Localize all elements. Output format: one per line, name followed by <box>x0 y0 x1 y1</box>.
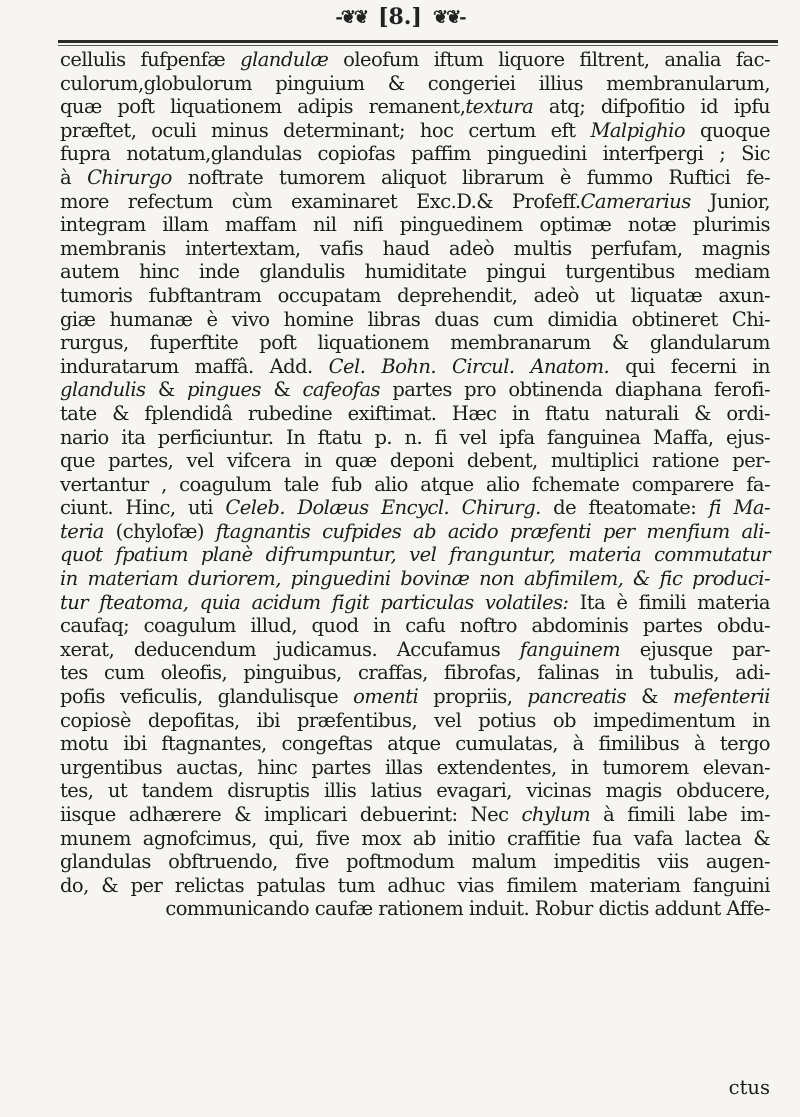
text-segment: atq; difpofitio id ipfu <box>533 95 770 119</box>
text-segment: ciunt. Hinc, uti <box>60 496 226 520</box>
text-line <box>60 779 770 803</box>
text-segment: (chylofæ) <box>103 519 216 543</box>
text-line <box>60 709 770 733</box>
text-line <box>60 213 770 237</box>
text-line <box>60 142 770 166</box>
text-segment: tate & fplendidâ rubedine exiftimat. Hæc in ftatu naturali & ordi- <box>60 401 770 425</box>
text-segment: Junior, <box>690 189 770 213</box>
text-segment: induratarum maffâ. Add. <box>60 354 329 378</box>
header-rule <box>58 40 778 43</box>
italic-segment: tur fteatoma, quia acidum figit particulas volatiles: <box>60 590 569 614</box>
text-line <box>60 661 770 685</box>
text-segment: munem agnofcimus, qui, five mox ab initio craffitie fua vafa lactea & <box>60 826 770 850</box>
text-line <box>60 237 770 261</box>
text-segment: oleofum iftum liquore filtrent, analia fac- <box>328 48 770 71</box>
italic-segment: Celeb. Dolæus Encycl. Chirurg. <box>225 496 541 520</box>
text-line <box>60 190 770 214</box>
text-segment: integram illam maffam nil nifi pinguedinem optimæ notæ plurimis <box>60 213 770 237</box>
italic-segment: glandulis <box>60 378 146 402</box>
italic-segment: fanguinem <box>519 637 621 661</box>
text-segment: partes pro obtinenda diaphana ferofi- <box>379 378 770 402</box>
text-segment: glandulas obftruendo, five poftmodum malum impeditis viis augen- <box>60 850 770 874</box>
text-line <box>60 355 770 379</box>
text-line <box>60 402 770 426</box>
body-text <box>60 48 770 921</box>
ornament-left: -❦❦ <box>335 6 367 28</box>
text-segment: cellulis fufpenfæ <box>60 48 241 71</box>
text-line <box>60 591 770 615</box>
italic-segment: omenti <box>353 685 419 709</box>
ornament-right: ❦❦- <box>432 6 465 28</box>
text-line <box>60 638 770 662</box>
text-line <box>60 614 770 638</box>
text-segment: de fteatomate: <box>540 496 709 520</box>
text-segment: fupra notatum,glandulas copiofas paffim pinguedini interfpergi ; Sic <box>60 142 770 166</box>
italic-segment: chylum <box>521 803 591 826</box>
text-segment: præftet, oculi minus determinant; hoc certum eft <box>60 118 591 142</box>
text-line <box>60 827 770 851</box>
text-line <box>60 378 770 402</box>
italic-segment: glandulæ <box>240 48 329 71</box>
text-line <box>60 543 770 567</box>
italic-segment: Camerarius <box>580 189 691 213</box>
text-segment: quæ poft liquationem adipis remanent, <box>60 95 466 119</box>
text-line <box>60 449 770 473</box>
text-line <box>60 72 770 96</box>
text-line <box>60 567 770 591</box>
italic-segment: Malpighio <box>590 118 686 142</box>
text-segment: nario ita perficiuntur. In ftatu p. n. fi vel ipfa fanguinea Maffa, ejus- <box>60 425 770 449</box>
text-segment: & <box>626 685 673 709</box>
text-segment: que partes, vel vifcera in quæ deponi debent, multiplici ratione per- <box>60 449 770 473</box>
text-line <box>60 473 770 497</box>
italic-segment: Cel. Bohn. Circul. Anatom. <box>328 354 610 378</box>
italic-segment: teria <box>60 519 104 543</box>
page-number: [8.] <box>378 4 422 30</box>
italic-segment: pancreatis <box>527 685 627 709</box>
text-line <box>60 496 770 520</box>
text-segment: tumoris fubftantram occupatam deprehendit, adeò ut liquatæ axun- <box>60 283 770 307</box>
text-segment: tes, ut tandem disruptis illis latius evagari, vicinas magis obducere, <box>60 779 770 803</box>
text-line <box>60 756 770 780</box>
italic-segment: fi Ma- <box>708 496 770 520</box>
text-segment: giæ humanæ è vivo homine libras duas cum dimidia obtineret Chi- <box>60 307 770 331</box>
text-segment: caufaq; coagulum illud, quod in cafu noftro abdominis partes obdu- <box>60 614 770 638</box>
text-segment: noftrate tumorem aliquot librarum è fummo Ruftici fe- <box>171 165 771 189</box>
text-line <box>60 331 770 355</box>
text-line <box>60 850 770 874</box>
text-segment: ejusque par- <box>620 637 770 661</box>
italic-segment: in materiam duriorem, pinguedini bovinæ non abfimilem, & fic produci- <box>60 567 770 591</box>
text-line <box>60 260 770 284</box>
text-line <box>60 897 770 921</box>
text-line <box>60 166 770 190</box>
text-segment: & <box>261 378 303 402</box>
text-segment: tes cum oleofis, pinguibus, craffas, fibrofas, falinas in tubulis, adi- <box>60 661 770 685</box>
text-segment: copiosè depofitas, ibi præfentibus, vel potius ob impedimentum in <box>60 708 770 732</box>
text-segment: motu ibi ftagnantes, congeftas atque cumulatas, à fimilibus à tergo <box>60 732 770 756</box>
text-segment: & <box>145 378 187 402</box>
text-line <box>60 874 770 898</box>
text-segment: à <box>60 165 88 189</box>
italic-segment: quot fpatium planè difrumpuntur, vel franguntur, materia commutatur <box>60 543 770 567</box>
text-line <box>60 95 770 119</box>
italic-segment: textura <box>465 95 534 119</box>
italic-segment: mefenterii <box>672 685 770 709</box>
text-line <box>60 48 770 72</box>
italic-segment: Chirurgo <box>87 165 172 189</box>
text-line <box>60 520 770 544</box>
text-segment: vertantur , coagulum tale fub alio atque alio fchemate comparere fa- <box>60 472 770 496</box>
catchword: ctus <box>728 1076 770 1099</box>
text-line <box>60 308 770 332</box>
text-line <box>60 732 770 756</box>
italic-segment: ftagnantis cufpides ab acido præfenti per menfium ali- <box>215 519 770 543</box>
text-segment: à fimili labe im- <box>590 803 770 826</box>
text-line <box>60 803 770 827</box>
text-segment: urgentibus auctas, hinc partes illas extendentes, in tumorem elevan- <box>60 755 770 779</box>
text-segment: culorum,globulorum pinguium & congeriei illius membranularum, <box>60 71 770 95</box>
text-segment: xerat, deducendum judicamus. Accufamus <box>60 637 520 661</box>
text-segment: quoque <box>685 118 771 142</box>
text-line <box>60 426 770 450</box>
text-line <box>60 119 770 143</box>
text-segment: do, & per relictas patulas tum adhuc vias fimilem materiam fanguini <box>60 873 770 897</box>
italic-segment: cafeofas <box>302 378 380 402</box>
text-segment: membranis intertextam, vafis haud adeò multis perfufam, magnis <box>60 236 770 260</box>
text-segment: propriis, <box>418 685 528 709</box>
text-segment: communicando caufæ rationem induit. Robur dictis addunt Affe- <box>165 897 770 921</box>
text-segment: Ita è fimili materia <box>568 590 771 614</box>
text-segment: iisque adhærere & implicari debuerint: Nec <box>60 803 522 826</box>
text-line <box>60 685 770 709</box>
page-header <box>0 4 800 38</box>
text-segment: rurgus, fuperftite poft liquationem membranarum & glandularum <box>60 331 770 355</box>
text-segment: autem hinc inde glandulis humiditate pingui turgentibus mediam <box>60 260 770 284</box>
italic-segment: pingues <box>186 378 261 402</box>
text-segment: pofis veficulis, glandulisque <box>60 685 354 709</box>
text-segment: more refectum cùm examinaret Exc.D.& Profeff. <box>60 189 581 213</box>
text-segment: qui fecerni in <box>609 354 770 378</box>
header-rule-thin <box>58 45 778 46</box>
text-line <box>60 284 770 308</box>
